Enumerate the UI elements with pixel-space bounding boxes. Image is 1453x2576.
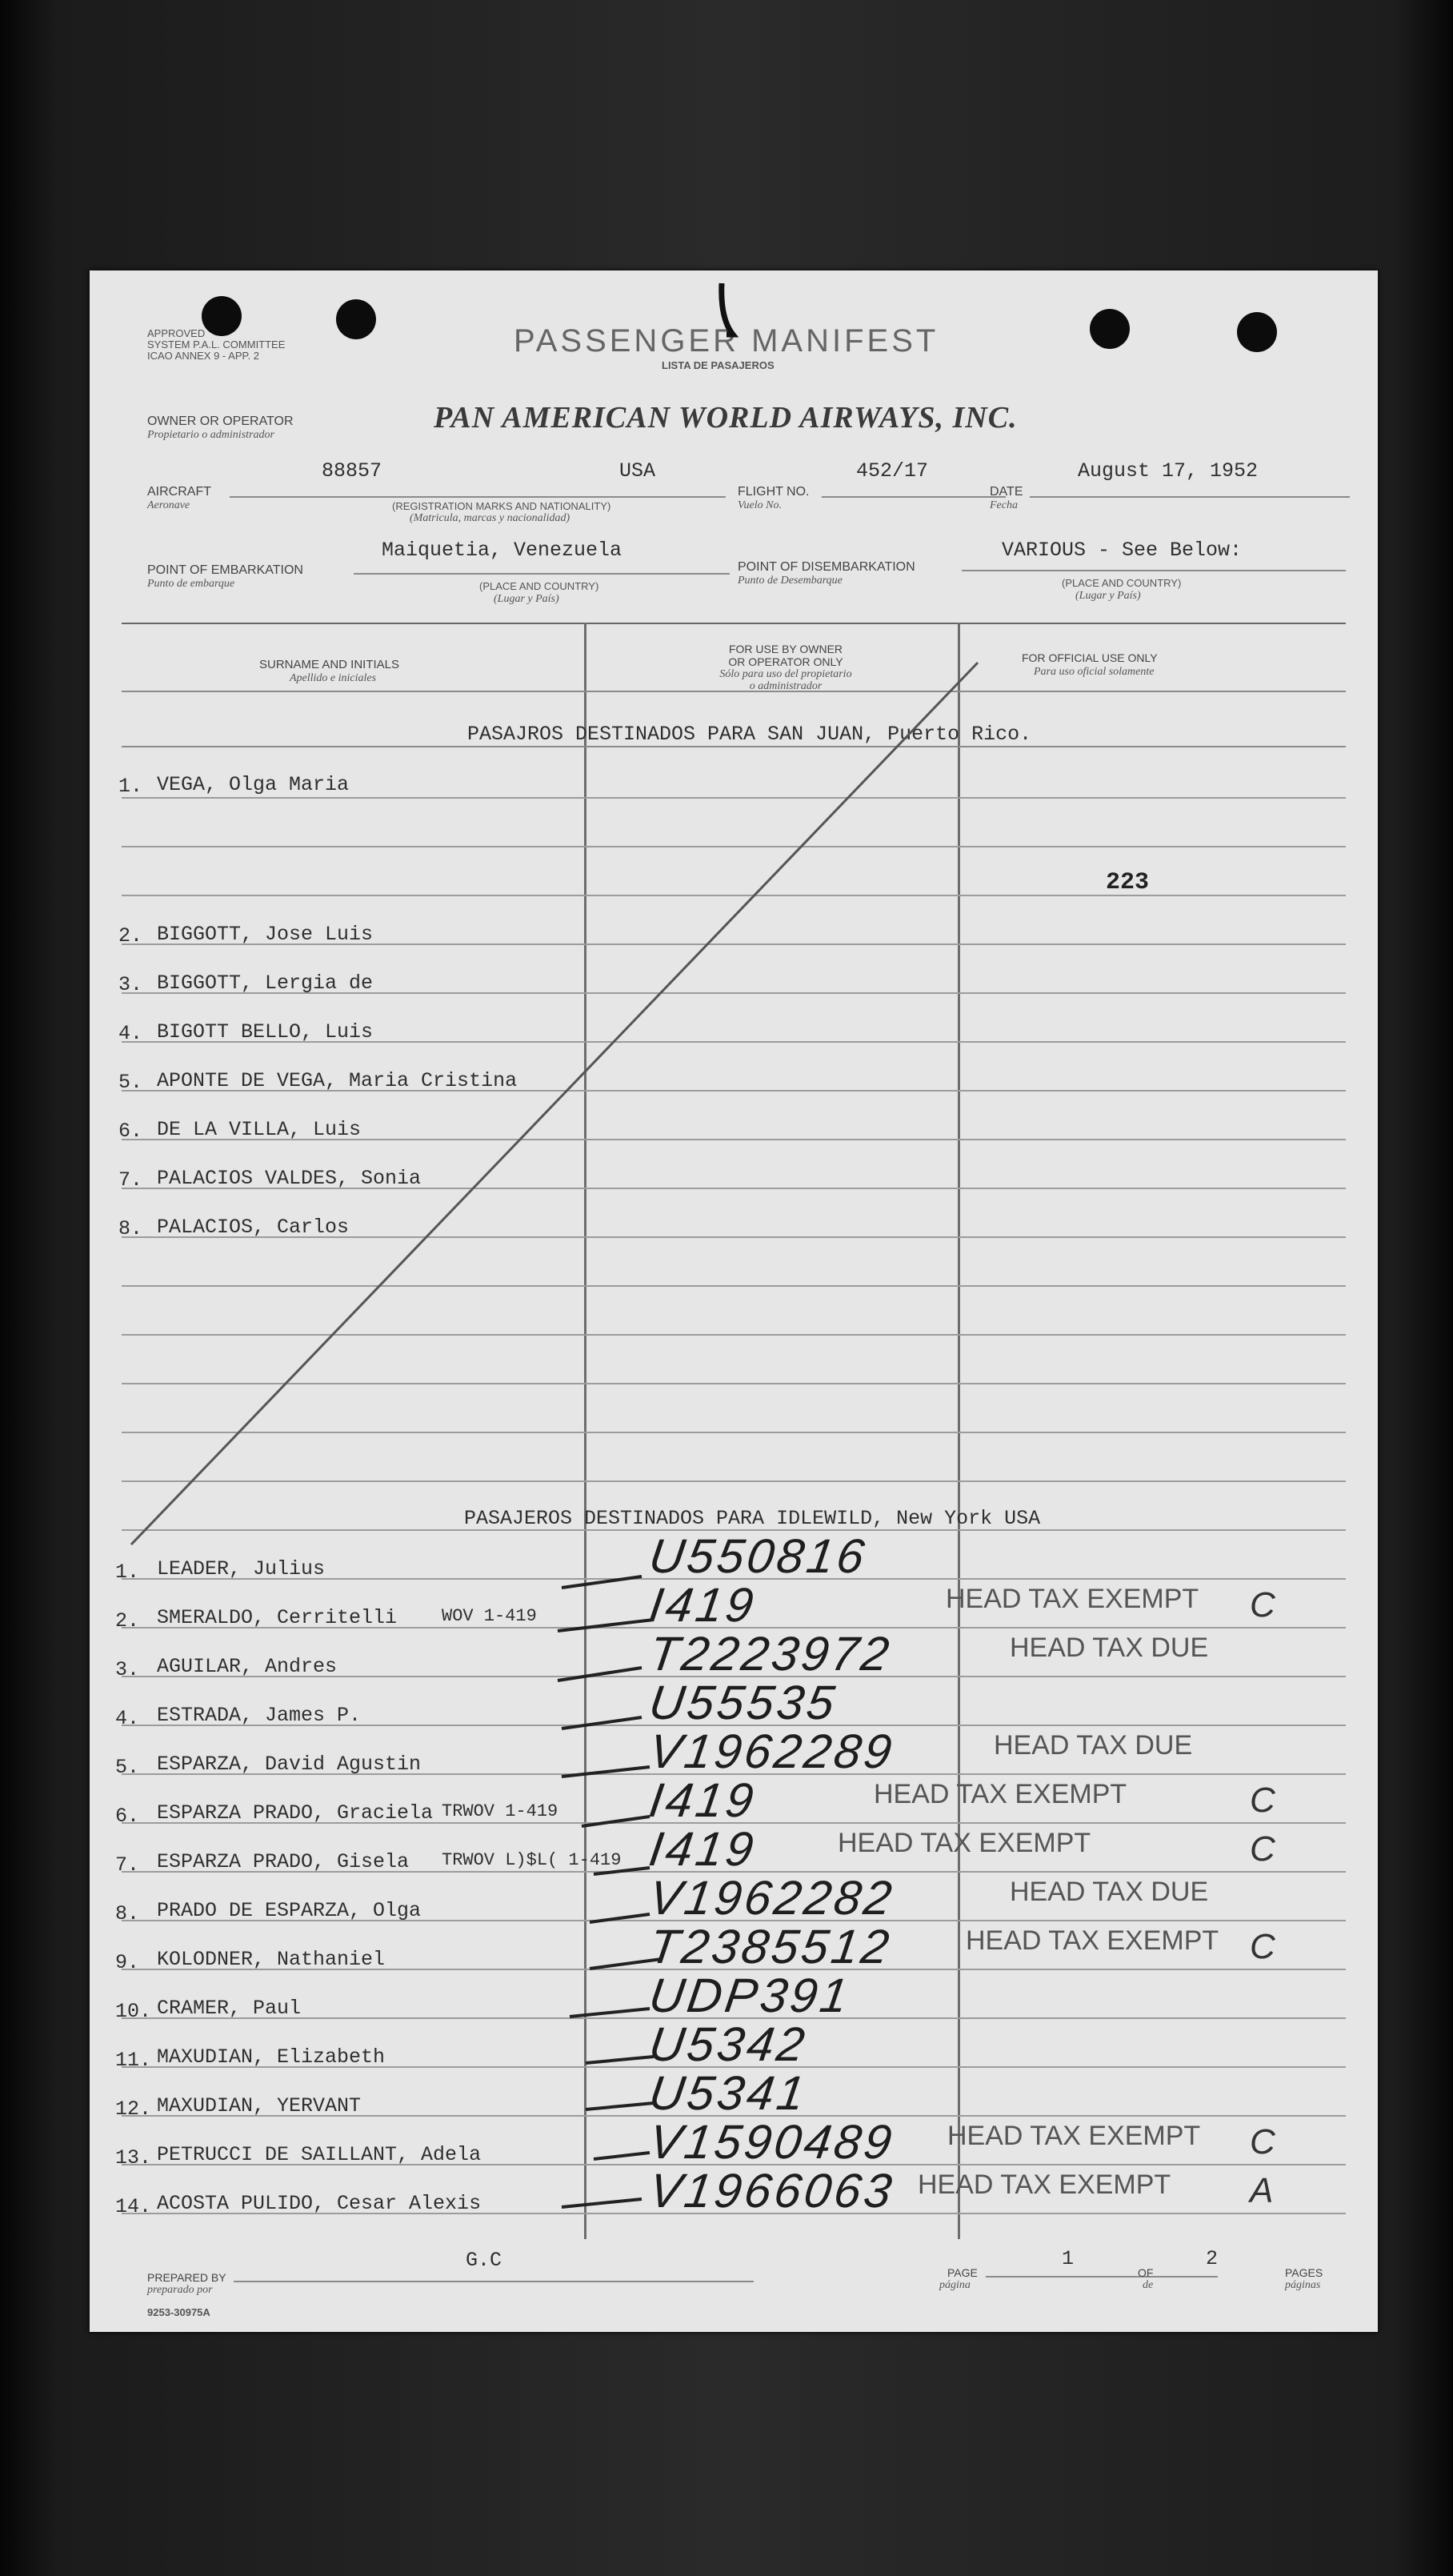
tax-stamp: HEAD TAX EXEMPT [946, 1584, 1199, 1614]
passenger-name: ESPARZA, David Agustin [157, 1753, 422, 1776]
passenger-name: MAXUDIAN, YERVANT [157, 2094, 362, 2117]
approval-line: SYSTEM P.A.L. COMMITTEE [147, 339, 286, 351]
tax-stamp: HEAD TAX EXEMPT [874, 1779, 1127, 1809]
passenger-name: SMERALDO, Cerritelli [157, 1606, 398, 1629]
document-number: U550816 [646, 1529, 871, 1583]
document-number: UDP391 [646, 1969, 855, 2022]
passenger-name: DE LA VILLA, Luis [157, 1118, 362, 1141]
disembarkation-label-es: Punto de Desembarque [738, 575, 843, 587]
flight-label-es: Vuelo No. [738, 499, 782, 511]
passenger-number: 7. [115, 1853, 140, 1877]
document-number: V1962289 [646, 1725, 899, 1778]
passenger-number: 4. [118, 1022, 143, 1045]
passenger-number: 12. [115, 2097, 152, 2121]
column-header-official: FOR OFFICIAL USE ONLY [1022, 651, 1158, 664]
tax-stamp: HEAD TAX EXEMPT [838, 1828, 1091, 1858]
prepared-by-label: PREPARED BY [147, 2271, 226, 2284]
tick-marks [558, 1576, 662, 2207]
document-number: U5341 [646, 2066, 811, 2120]
pages-label-es: páginas [1285, 2279, 1321, 2291]
embarkation-label: POINT OF EMBARKATION [147, 563, 303, 577]
passenger-number: 4. [115, 1707, 140, 1730]
flight-label: FLIGHT NO. [738, 485, 810, 499]
document-number: U5342 [646, 2017, 811, 2071]
tax-stamp: HEAD TAX EXEMPT [966, 1925, 1219, 1956]
passenger-name: AGUILAR, Andres [157, 1655, 338, 1678]
passenger-number: 8. [115, 1902, 140, 1925]
passenger-number: 9. [115, 1951, 140, 1974]
passenger-number: 6. [115, 1805, 140, 1828]
form-code: 9253-30975A [147, 2306, 210, 2318]
aircraft-label: AIRCRAFT [147, 485, 211, 499]
document-number: I419 [646, 1578, 760, 1632]
document-number: U55535 [646, 1676, 841, 1729]
flight-number: 452/17 [856, 459, 929, 483]
section-heading-san-juan: PASAJROS DESTINADOS PARA SAN JUAN, Puerto Rico. [467, 723, 1032, 746]
of-label-es: de [1143, 2279, 1154, 2291]
passenger-name: ACOSTA PULIDO, Cesar Alexis [157, 2192, 482, 2215]
passenger-number: 8. [118, 1217, 143, 1240]
passenger-note: TRWOV L)$L( 1-419 [442, 1850, 622, 1870]
passenger-number: 7. [118, 1168, 143, 1192]
tax-code-letter: A [1250, 2171, 1274, 2210]
tax-code-letter: C [1250, 1781, 1275, 1820]
passenger-number: 1. [115, 1560, 140, 1584]
passenger-number: 3. [118, 973, 143, 996]
disembarkation-label: POINT OF DISEMBARKATION [738, 560, 915, 574]
place-label: (PLACE AND COUNTRY) [479, 580, 599, 592]
of-label: OF [1138, 2266, 1154, 2279]
official-mark: 223 [1106, 869, 1150, 896]
cancellation-overlay [90, 270, 1378, 2332]
passenger-name: BIGOTT BELLO, Luis [157, 1020, 374, 1044]
passenger-name: ESTRADA, James P. [157, 1704, 362, 1727]
date-label: DATE [990, 485, 1023, 499]
passenger-name: PALACIOS, Carlos [157, 1216, 350, 1239]
passenger-name: LEADER, Julius [157, 1557, 326, 1580]
section-heading-idlewild: PASAJEROS DESTINADOS PARA IDLEWILD, New York USA [464, 1507, 1041, 1530]
tax-code-letter: C [1250, 1585, 1275, 1625]
approval-line: ICAO ANNEX 9 - APP. 2 [147, 350, 259, 362]
passenger-number: 10. [115, 2000, 152, 2023]
passenger-name: ESPARZA PRADO, Graciela [157, 1801, 434, 1825]
aircraft-label-es: Aeronave [147, 499, 190, 511]
place-label: (PLACE AND COUNTRY) [1062, 577, 1182, 589]
passenger-note: WOV 1-419 [442, 1606, 537, 1626]
prepared-by-value: G.C [466, 2249, 502, 2272]
document-number: V1966063 [646, 2164, 899, 2217]
page-number: 1 [1062, 2247, 1075, 2270]
column-header-owner-es: Sólo para uso del propietario o administrador [719, 668, 852, 692]
owner-label-es: Propietario o administrador [147, 429, 274, 441]
cancel-diagonal [131, 663, 978, 1544]
tax-code-letter: C [1250, 2122, 1275, 2161]
prepared-by-label-es: preparado por [147, 2284, 213, 2296]
passenger-name: VEGA, Olga Maria [157, 773, 350, 796]
passenger-name: MAXUDIAN, Elizabeth [157, 2045, 386, 2069]
passenger-number: 2. [115, 1609, 140, 1633]
column-header-owner: FOR USE BY OWNER OR OPERATOR ONLY [728, 643, 843, 668]
passenger-number: 2. [118, 924, 143, 947]
approval-line: APPROVED [147, 327, 206, 339]
owner-label: OWNER OR OPERATOR [147, 415, 294, 428]
passenger-name: PALACIOS VALDES, Sonia [157, 1167, 422, 1190]
document-number: I419 [646, 1822, 760, 1876]
document-number: I419 [646, 1773, 760, 1827]
passenger-name: BIGGOTT, Jose Luis [157, 923, 374, 946]
registration-label-es: (Matricula, marcas y nacionalidad) [410, 512, 570, 524]
document-number: V1962282 [646, 1871, 899, 1925]
passenger-name: PRADO DE ESPARZA, Olga [157, 1899, 422, 1922]
page-total: 2 [1206, 2247, 1219, 2270]
manifest-title: PASSENGER MANIFEST [514, 323, 939, 359]
document-number: V1590489 [646, 2115, 899, 2169]
company-name: PAN AMERICAN WORLD AIRWAYS, INC. [434, 401, 1018, 435]
passenger-number: 3. [115, 1658, 140, 1681]
tax-code-letter: C [1250, 1829, 1275, 1869]
tax-stamp: HEAD TAX DUE [1010, 1877, 1209, 1907]
place-label-es: (Lugar y País) [494, 593, 559, 605]
column-header-name: SURNAME AND INITIALS [259, 658, 400, 671]
embarkation-value: Maiquetia, Venezuela [382, 539, 622, 562]
tax-stamp: HEAD TAX EXEMPT [947, 2121, 1201, 2151]
page-label: PAGE [947, 2266, 978, 2279]
pages-label: PAGES [1285, 2266, 1323, 2279]
passenger-number: 6. [118, 1120, 143, 1143]
passenger-number: 5. [118, 1071, 143, 1094]
passenger-name: KOLODNER, Nathaniel [157, 1948, 386, 1971]
passenger-name: APONTE DE VEGA, Maria Cristina [157, 1069, 518, 1092]
ink-mark [722, 283, 733, 335]
passenger-number: 13. [115, 2146, 152, 2169]
passenger-number: 11. [115, 2049, 152, 2072]
column-header-official-es: Para uso oficial solamente [1034, 666, 1155, 678]
passenger-name: ESPARZA PRADO, Gisela [157, 1850, 410, 1873]
document-number: T2385512 [646, 1920, 895, 1973]
passenger-name: PETRUCCI DE SAILLANT, Adela [157, 2143, 482, 2166]
registration-label: (REGISTRATION MARKS AND NATIONALITY) [392, 500, 611, 512]
manifest-sheet [90, 270, 1378, 2332]
column-header-name-es: Apellido e iniciales [290, 672, 377, 684]
document-number: T2223972 [646, 1627, 895, 1681]
passenger-number: 1. [118, 775, 143, 798]
tax-code-letter: C [1250, 1927, 1275, 1966]
tax-stamp: HEAD TAX EXEMPT [918, 2169, 1171, 2200]
tax-stamp: HEAD TAX DUE [1010, 1633, 1209, 1663]
place-label-es: (Lugar y País) [1075, 590, 1141, 602]
passenger-number: 5. [115, 1756, 140, 1779]
tax-stamp: HEAD TAX DUE [994, 1730, 1193, 1761]
manifest-subtitle: LISTA DE PASAJEROS [662, 359, 775, 371]
aircraft-number: 88857 [322, 459, 382, 483]
passenger-note: TRWOV 1-419 [442, 1801, 558, 1821]
disembarkation-value: VARIOUS - See Below: [1002, 539, 1243, 562]
passenger-number: 14. [115, 2195, 152, 2218]
passenger-name: CRAMER, Paul [157, 1997, 302, 2020]
aircraft-country: USA [619, 459, 656, 483]
passenger-name: BIGGOTT, Lergia de [157, 972, 374, 995]
date-label-es: Fecha [990, 499, 1018, 511]
embarkation-label-es: Punto de embarque [147, 578, 235, 590]
page-label-es: página [939, 2279, 971, 2291]
flight-date: August 17, 1952 [1078, 459, 1259, 483]
